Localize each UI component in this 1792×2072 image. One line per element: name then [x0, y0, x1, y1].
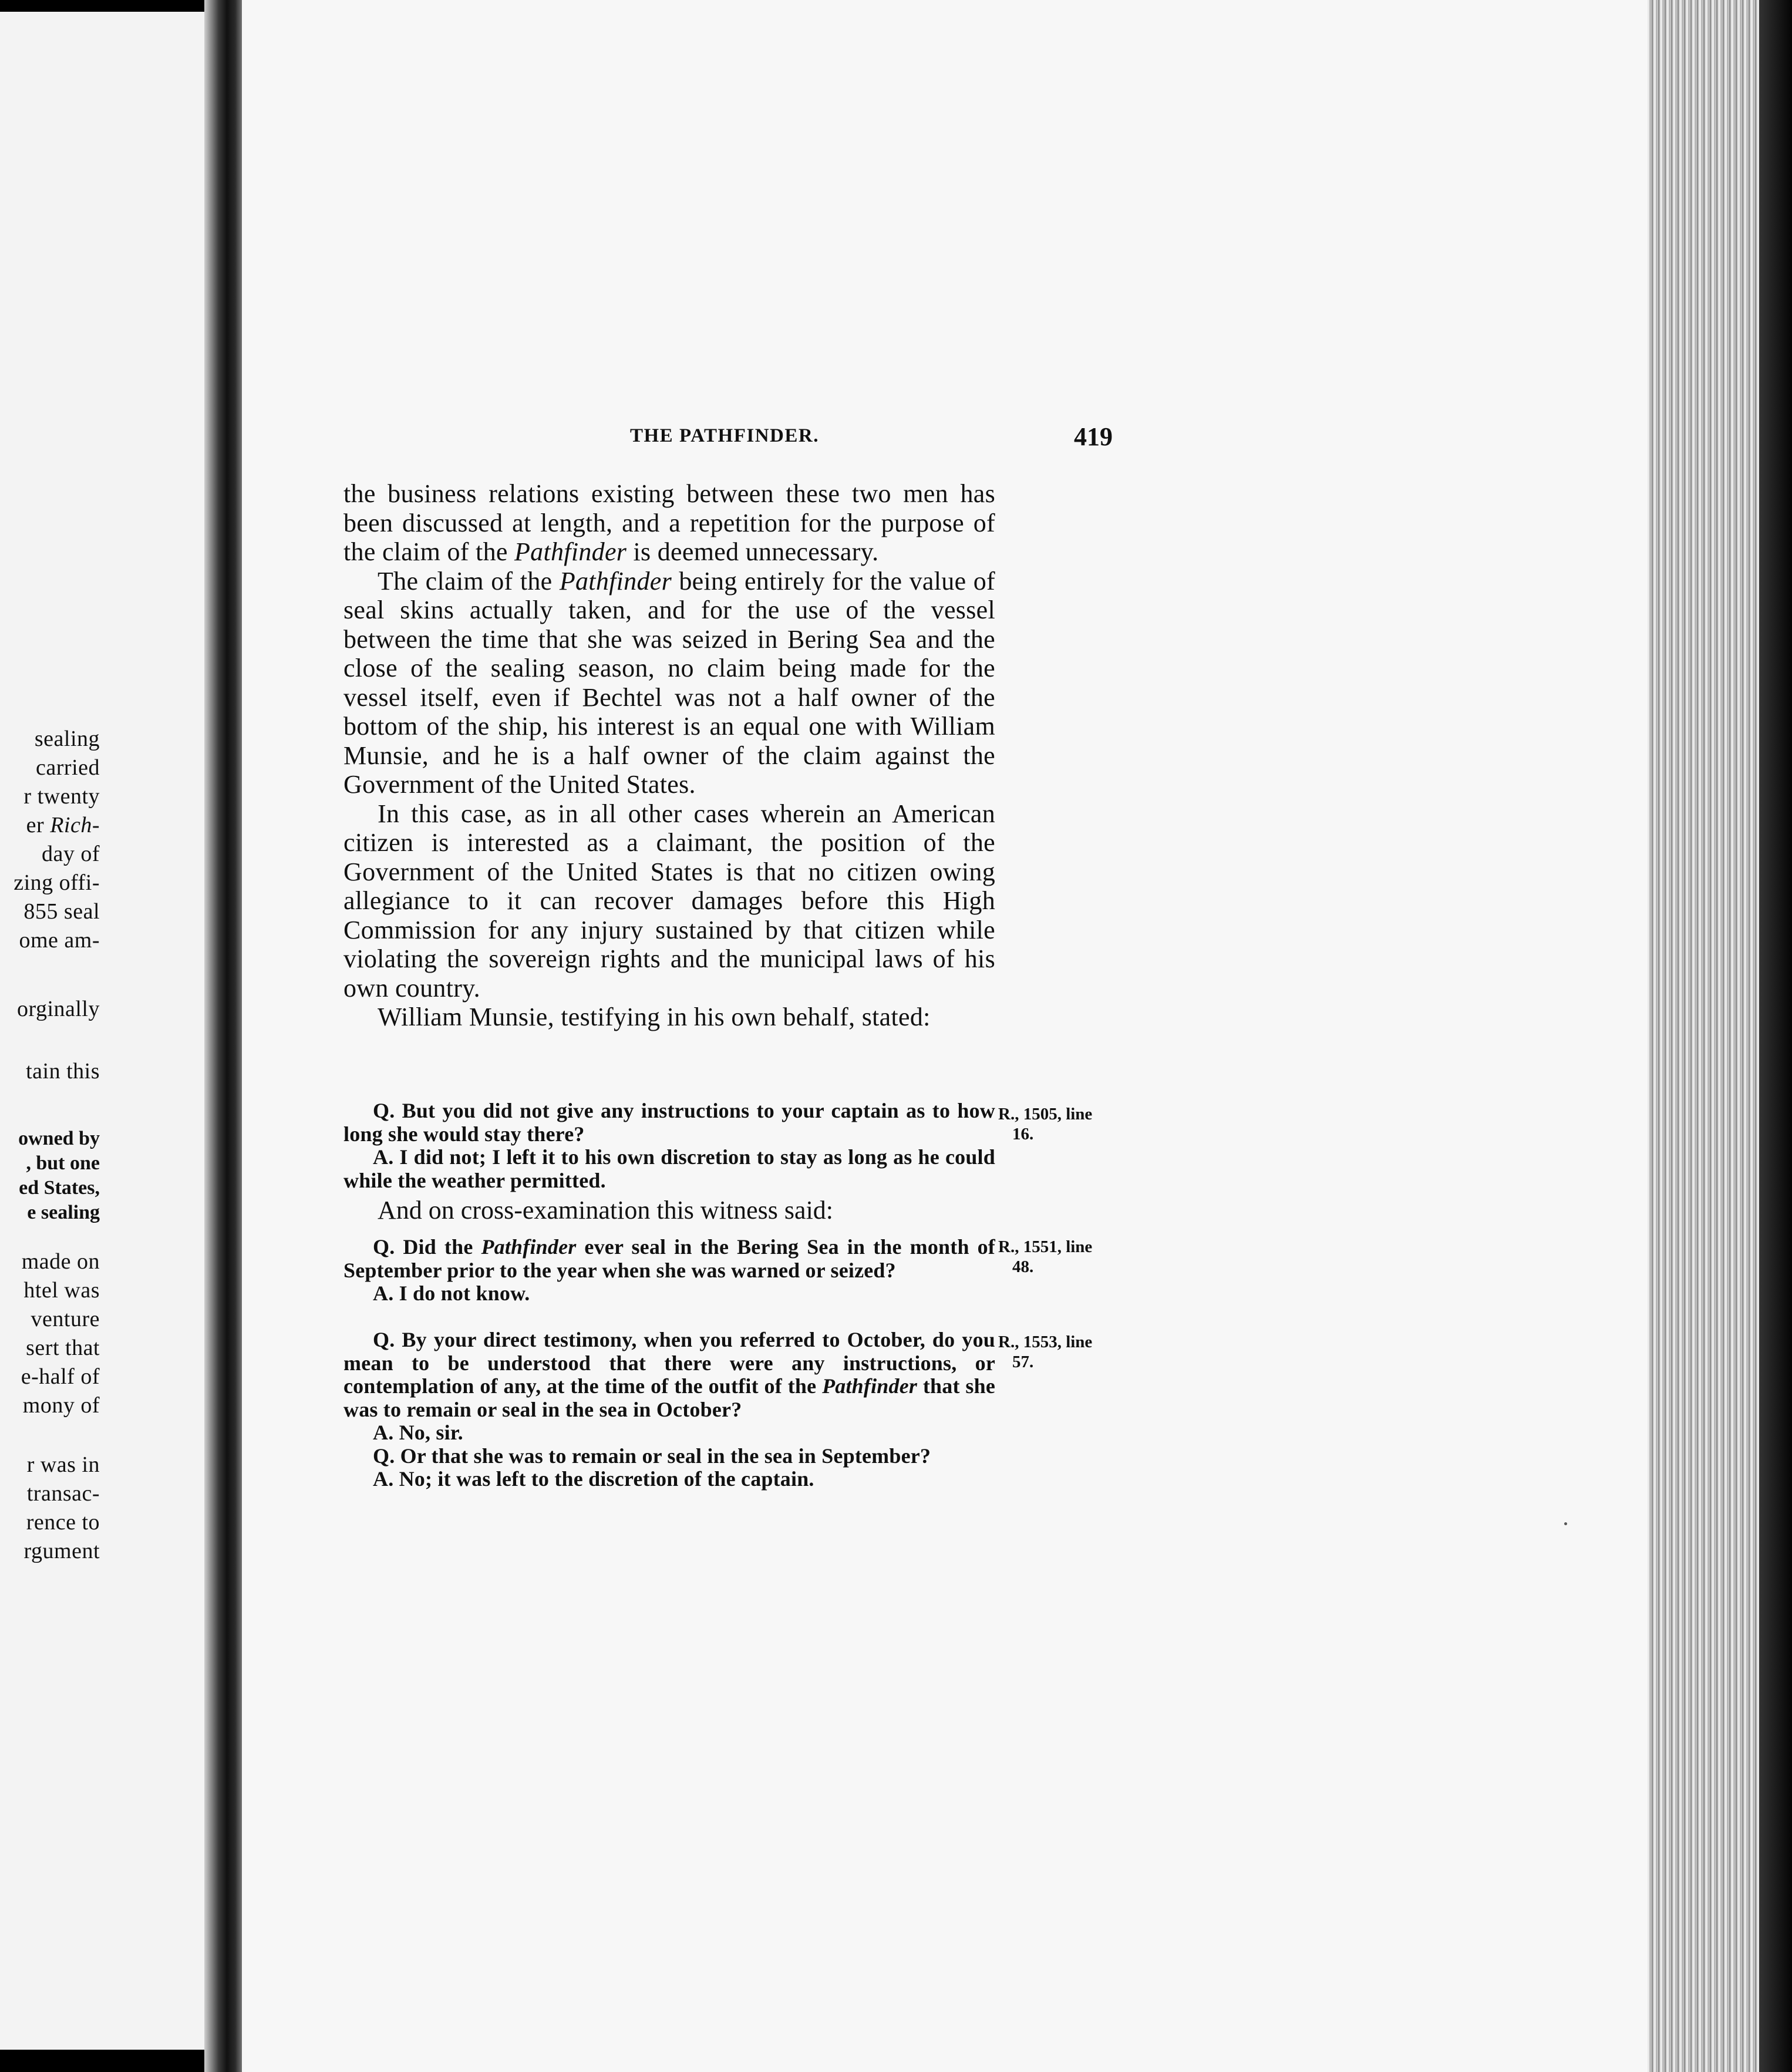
page-number: 419 [1074, 422, 1113, 451]
facing-page-fragment: orginally [16, 997, 100, 1021]
running-head: THE PATHFINDER. [630, 425, 819, 446]
side-reference-3-number: 57. [1012, 1353, 1034, 1371]
question-4: Q. Or that she was to remain or seal in the sea in September? [373, 1444, 931, 1468]
side-reference-1-number: 16. [1012, 1125, 1034, 1143]
facing-page-fragment: rgument [23, 1539, 100, 1563]
facing-page-fragment: owned by [18, 1128, 100, 1149]
side-reference-3-line: R., 1553, line [998, 1333, 1093, 1351]
paragraph-claim: The claim of the Pathfinder being entirely for the value of seal skins actually taken, and for the use of the vessel between the time that she was seized in Bering Sea and the close of the sealing season, no claim being made for the vessel itself, even if Bechtel was not a half owner of the bottom of the ship, his interest is an equal one with William Munsie, and he is a half owner of the claim against the Government of the United States. [343, 566, 995, 799]
paragraph-continuation: the business relations existing between these two men has been discussed at length, and a repetition for the purpose of the claim of the Pathfinder is deemed unnecessary. [343, 479, 995, 566]
vessel-name: Pathfinder [514, 537, 627, 566]
facing-page-fragment: day of [41, 842, 100, 866]
facing-page-fragment: r was in [26, 1452, 100, 1477]
facing-page-fragment: made on [21, 1249, 100, 1274]
page-header [385, 422, 1113, 455]
facing-page-fragment: , but one [26, 1152, 100, 1174]
facing-page-fragment: tain this [26, 1059, 100, 1084]
vessel-name: Pathfinder [481, 1235, 577, 1259]
facing-page-fragment: htel was [23, 1278, 100, 1303]
facing-page-fragment: er Rich- [26, 813, 100, 837]
question-2: Q. Did the Pathfinder ever seal in the Bering Sea in the month of September prior to the year when she was warned or seized? [343, 1235, 995, 1282]
paper-speck [1564, 1522, 1567, 1525]
vessel-name: Pathfinder [822, 1374, 918, 1398]
facing-page-fragment: ed States, [19, 1177, 100, 1199]
side-reference-3 [998, 1332, 1127, 1372]
side-reference-1 [998, 1104, 1127, 1144]
facing-page-fragment: rence to [26, 1510, 100, 1535]
answer-2: A. I do not know. [373, 1281, 530, 1305]
cross-exam-intro-block [343, 1196, 995, 1225]
body-text [343, 479, 995, 1032]
book-gutter [204, 0, 245, 2072]
facing-page-fragment: r twenty [23, 784, 100, 809]
question-3: Q. By your direct testimony, when you referred to October, do you mean to be understood that there were any instructions, or contemplation of any, at the time of the outfit of the Pathfinder that she was to remain or seal in the sea in October? [343, 1328, 996, 1421]
facing-page-fragment: transac- [26, 1481, 100, 1506]
vessel-name: Pathfinder [559, 566, 672, 596]
paragraph-testimony-intro: William Munsie, testifying in his own behalf, stated: [378, 1003, 931, 1031]
facing-page-fragment: e sealing [27, 1202, 100, 1223]
testimony-block-2 [343, 1236, 995, 1306]
side-reference-2-number: 48. [1012, 1257, 1034, 1276]
side-reference-2 [998, 1237, 1127, 1277]
facing-page-fragment: ome am- [19, 928, 100, 953]
facing-page-fragment: e-half of [21, 1364, 100, 1389]
side-reference-1-line: R., 1505, line [998, 1105, 1093, 1124]
cross-exam-intro: And on cross-examination this witness said: [378, 1196, 834, 1225]
question-1: Q. But you did not give any instructions to your captain as to how long she would stay there? [343, 1099, 995, 1146]
answer-1: A. I did not; I left it to his own discretion to stay as long as he could while the weather permitted. [343, 1145, 995, 1192]
page-419 [242, 0, 1648, 2072]
facing-page-fragment: sealing [34, 726, 100, 751]
facing-page-fragment: mony of [22, 1393, 100, 1418]
facing-page-fragment: 855 seal [23, 899, 100, 924]
facing-page-left [0, 12, 210, 2050]
paragraph-position: In this case, as in all other cases wherein an American citizen is interested as a claimant, the position of the Government of the United States is that no citizen owing allegiance to it can recover damages before this High Commission for any injury sustained by that citizen while violating the sovereign rights and the municipal laws of his own country. [343, 799, 995, 1003]
page-edges [1648, 0, 1792, 2072]
testimony-block-3 [343, 1328, 995, 1491]
testimony-block-1 [343, 1099, 995, 1192]
side-reference-2-line: R., 1551, line [998, 1237, 1093, 1256]
facing-page-fragment: zing offi- [14, 870, 100, 895]
facing-page-fragment: carried [36, 755, 100, 780]
facing-page-fragment: venture [31, 1307, 100, 1331]
answer-4: A. No; it was left to the discretion of the captain. [373, 1467, 814, 1491]
facing-page-fragment: sert that [26, 1336, 100, 1360]
answer-3: A. No, sir. [373, 1421, 463, 1444]
